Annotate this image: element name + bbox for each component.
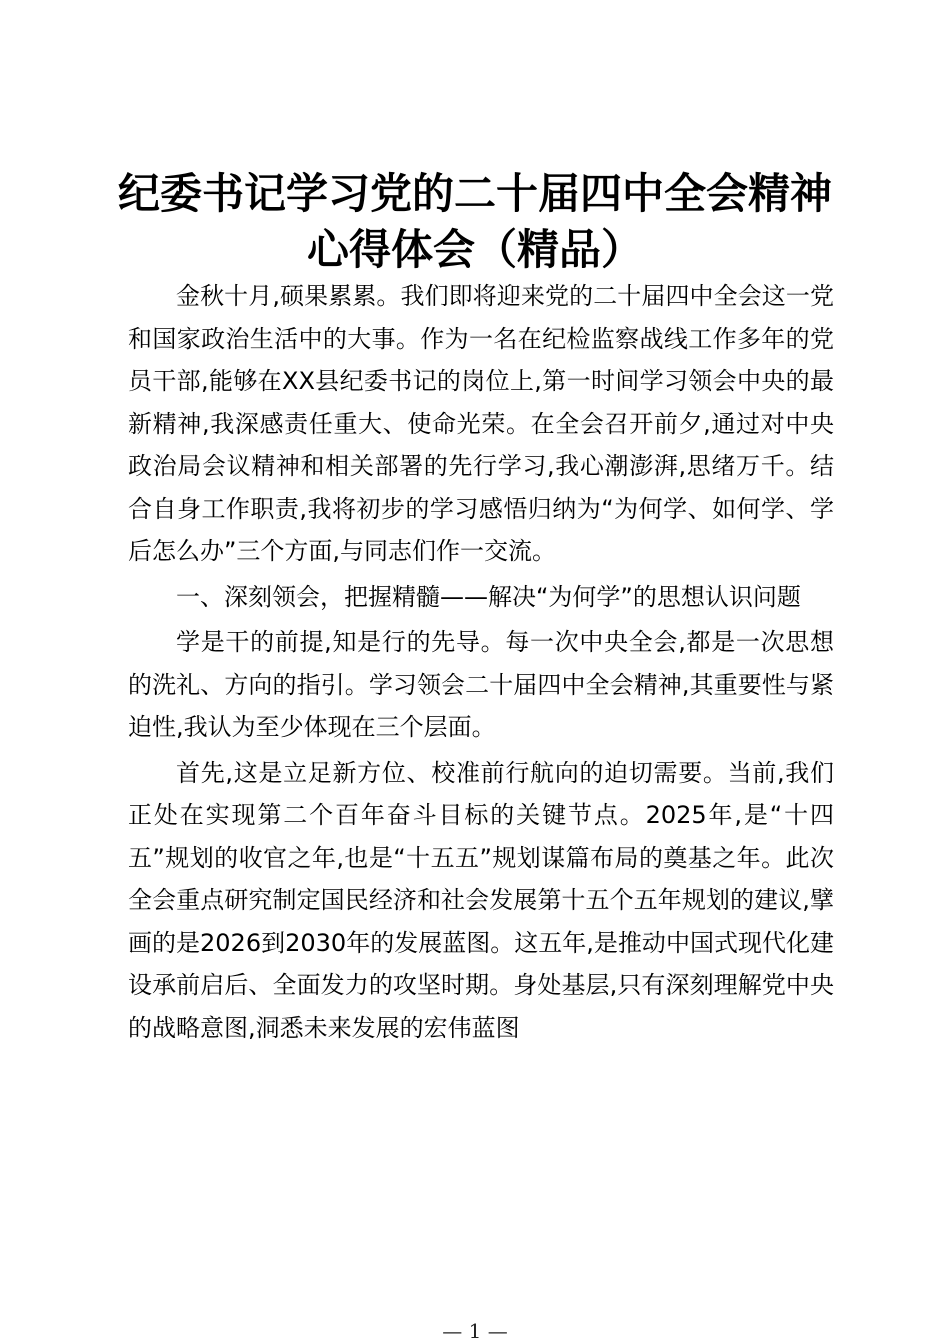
section-heading-1: 一、深刻领会，把握精髓——解决“为何学”的思想认识问题 [176, 582, 801, 611]
title-line-2: 心得体会（精品） [306, 225, 643, 274]
paragraph-intro: 金秋十月,硕果累累。我们即将迎来党的二十届四中全会这一党和国家政治生活中的大事。作为一名在纪检监察战线工作多年的党员干部,能够在XX县纪委书记的岗位上,第一时间学习领会中央的最新精神,我深感责任重大、使命光荣。在全会召开前夕,通过对中央政治局会议精神和相关部署的先行学习,我心潮澎湃,思绪万千。结合自身工作职责,我将初步的学习感悟归纳为“为何学、如何学、学后怎么办”三个方面,与同志们作一交流。 [128, 282, 834, 565]
paragraph-why-learn: 学是干的前提,知是行的先导。每一次中央全会,都是一次思想的洗礼、方向的指引。学习领会二十届四中全会精神,其重要性与紧迫性,我认为至少体现在三个层面。 [128, 628, 834, 741]
title-line-1: 纪委书记学习党的二十届四中全会精神 [117, 169, 832, 218]
document-title [100, 166, 850, 278]
document-body [128, 275, 834, 1049]
page-number: — 1 — [442, 1319, 508, 1343]
paragraph-first-point: 首先,这是立足新方位、校准前行航向的迫切需要。当前,我们正处在实现第二个百年奋斗目标的关键节点。2025年,是“十四五”规划的收官之年,也是“十五五”规划谋篇布局的奠基之年。此次全会重点研究制定国民经济和社会发展第十五个五年规划的建议,擘画的是2026到2030年的发展蓝图。这五年,是推动中国式现代化建设承前启后、全面发力的攻坚时期。身处基层,只有深刻理解党中央的战略意图,洞悉未来发展的宏伟蓝图 [128, 758, 834, 1042]
